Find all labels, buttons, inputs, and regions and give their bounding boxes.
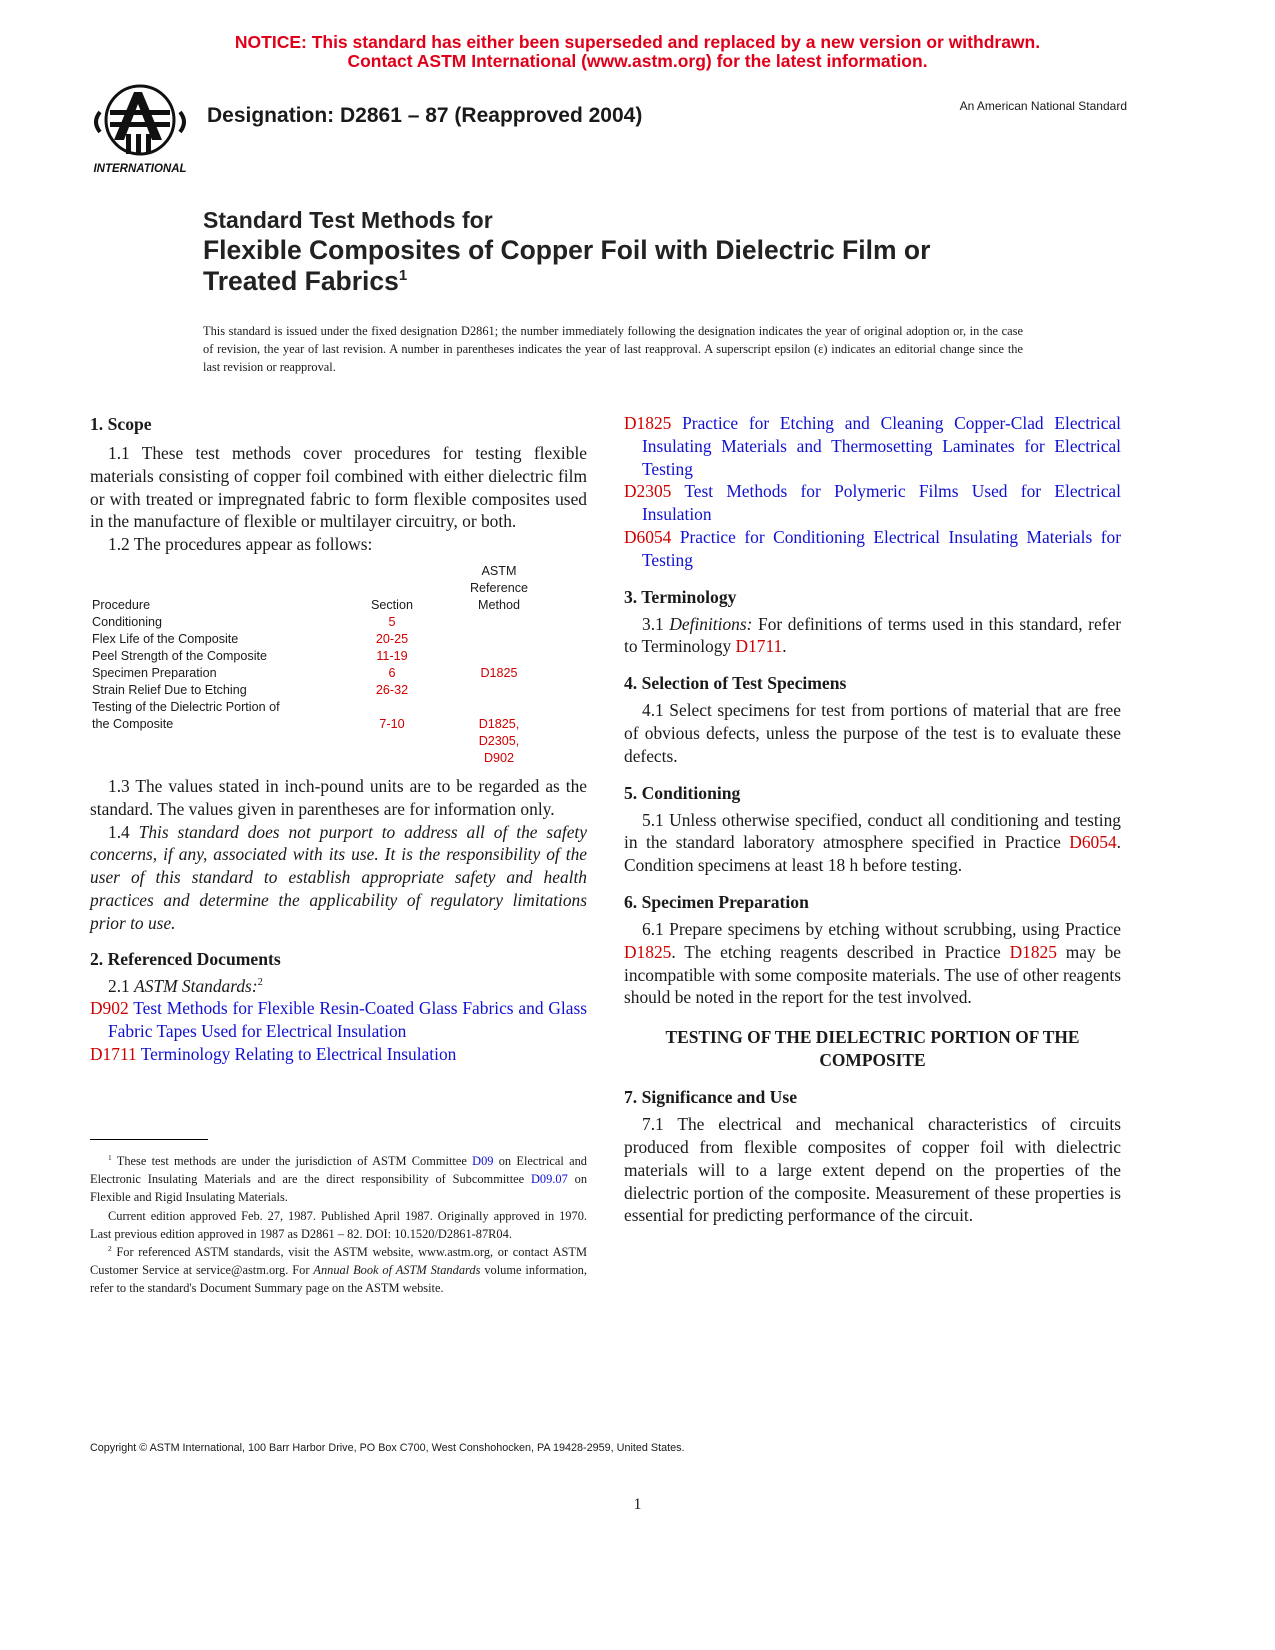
footnotes (90, 1152, 587, 1298)
significance-heading: 7. Significance and Use (624, 1087, 798, 1108)
page-number: 1 (633, 1496, 642, 1513)
table-row (92, 733, 563, 750)
footnote-1: $^1$ These test methods are under the jurisdiction of ASTM Committee D09 on Electrical and Electronic Insulating Materials and are the direct responsibility of Subcommittee D09.07 on Flexible and Rigid Insulating Materials. (90, 1152, 588, 1205)
title-footnote-mark: 1 (398, 267, 408, 285)
method-link[interactable]: D1825, (478, 716, 520, 731)
terminology-heading: 3. Terminology (624, 586, 737, 607)
left-column (90, 412, 587, 1066)
reference-d902[interactable]: D902 Test Methods for Flexible Resin-Coated Glass Fabrics and Glass Fabric Tapes Used for Electrical Insulation (90, 998, 587, 1042)
method-link[interactable]: D2305, (478, 733, 520, 748)
section-link[interactable]: 6 (388, 665, 396, 680)
selection-heading: 4. Selection of Test Specimens (624, 673, 847, 694)
national-standard-label: An American National Standard (959, 99, 1127, 113)
scope-1-4: 1.4 This standard does not purport to address all of the safety concerns, if any, associated with its use. It is the responsibility of the user of this standard to establish appropriate safety and health practices and determine the applicability of regulatory limitations prior to use. (90, 821, 587, 933)
referenced-documents-heading: 2. Referenced Documents (90, 948, 281, 969)
table-header-method: Method (477, 597, 520, 612)
supersession-notice (0, 33, 1275, 71)
conditioning-5-1: 5.1 Unless otherwise specified, conduct all conditioning and testing in the standard laboratory atmosphere specified in Practice D6054. Condition specimens at least 18 h before testing. (624, 809, 1121, 876)
table-row: the Composite 7-10 D1825, (92, 716, 563, 733)
reference-d1711[interactable]: D1711 Terminology Relating to Electrical Insulation (90, 1043, 457, 1064)
table-header-astm: ASTM (481, 563, 517, 578)
reference-d6054[interactable]: D6054 Practice for Conditioning Electrical Insulating Materials for Testing (624, 526, 1121, 570)
section-link[interactable]: 11-19 (376, 648, 408, 663)
specimen-prep-heading: 6. Specimen Preparation (624, 891, 809, 912)
scope-1-3: 1.3 The values stated in inch-pound units are to be regarded as the standard. The values given in parentheses are for information only. (90, 775, 587, 819)
table-row (92, 750, 563, 767)
footnote-divider (90, 1139, 208, 1140)
table-header-reference: Reference (469, 580, 529, 595)
issued-note: This standard is issued under the fixed designation D2861; the number immediately following the designation indicates the year of original adoption or, in the case of revision, the year of last revision. A number in parentheses indicates the year of last reapproval. A superscript epsilon (ε) indicates an editorial change since the last revision or reapproval. (203, 324, 1023, 374)
dielectric-section-heading: TESTING OF THE DIELECTRIC PORTION OF THE COMPOSITE (665, 1027, 1080, 1071)
footnote-1-edition: Current edition approved Feb. 27, 1987. Published April 1987. Originally approved in 1970. Last previous edition approved in 1987 as D2861 – 82. DOI: 10.1520/D2861-87R04. (90, 1208, 587, 1241)
terminology-link[interactable]: D1711 (735, 636, 783, 657)
table-row: Peel Strength of the Composite 11-19 (92, 648, 563, 665)
right-column (624, 412, 1121, 1227)
document-title (203, 205, 930, 297)
copyright: Copyright © ASTM International, 100 Barr Harbor Drive, PO Box C700, West Conshohocken, PA 19428-2959, United States. (90, 1442, 685, 1454)
reference-d2305[interactable]: D2305 Test Methods for Polymeric Films Used for Electrical Insulation (624, 481, 1121, 525)
table-header-section: Section (370, 597, 413, 612)
logo-text: INTERNATIONAL (93, 163, 187, 175)
title-line-2: Flexible Composites of Copper Foil with Dielectric Film or (203, 235, 931, 265)
method-link[interactable]: D1825 (480, 665, 518, 680)
reference-d1825[interactable]: D1825 Practice for Etching and Cleaning Copper-Clad Electrical Insulating Materials and Thermosetting Laminates for Electrical Testing (624, 413, 1121, 479)
title-line-1: Standard Test Methods for (203, 207, 493, 233)
scope-1-2: 1.2 The procedures appear as follows: (108, 534, 373, 555)
subcommittee-link[interactable]: D09.07 (530, 1172, 568, 1187)
section-link[interactable]: 7-10 (379, 716, 405, 731)
table-row: Flex Life of the Composite 20-25 (92, 631, 563, 648)
specimen-prep-6-1: 6.1 Prepare specimens by etching without scrubbing, using Practice D1825. The etching reagents described in Practice D1825 may be incompatible with some composite materials. The use of other reagents should be noted in the report for the test involved. (624, 918, 1121, 1008)
scope-1-1: 1.1 These test methods cover procedures for testing flexible materials consisting of copper foil combined with either dielectric film or with treated or impregnated fabric to form flexible composites used in the manufacture of flexible or multilayer circuitry, or both. (90, 443, 587, 532)
section-link[interactable]: 26-32 (375, 682, 409, 697)
terminology-3-1: 3.1 Definitions: For definitions of terms used in this standard, refer to Terminology D1711. (624, 613, 1121, 657)
table-header-procedure: Procedure (92, 597, 151, 612)
astm-logo (90, 82, 190, 176)
conditioning-heading: 5. Conditioning (624, 782, 741, 803)
section-link[interactable]: 5 (388, 614, 396, 629)
committee-link[interactable]: D09 (472, 1154, 494, 1168)
practice-link[interactable]: D1825 (1009, 941, 1057, 962)
astm-logo-icon (90, 82, 190, 176)
notice-line-2: Contact ASTM International (www.astm.org) for the latest information. (347, 51, 928, 71)
section-link[interactable]: 20-25 (375, 631, 409, 646)
practice-link[interactable]: D1825 (624, 941, 672, 962)
designation: Designation: D2861 – 87 (Reapproved 2004) (207, 104, 643, 127)
footnote-2: $^2$ For referenced ASTM standards, visit the ASTM website, www.astm.org, or contact ASTM Customer Service at service@astm.org. For Annual Book of ASTM Standards volume information, refer to the standard's Document Summary page on the ASTM website. (90, 1243, 587, 1296)
notice-line-1: NOTICE: This standard has either been superseded and replaced by a new version or withdrawn. (234, 32, 1041, 52)
significance-7-1: 7.1 The electrical and mechanical characteristics of circuits produced from flexible composites of copper foil with dielectric materials will to a large extent depend on the properties of the dielectric portion of the composite. Measurement of these properties is essential for predicting performance of the circuit. (624, 1114, 1121, 1226)
table-row: Strain Relief Due to Etching 26-32 (92, 682, 563, 699)
astm-standards-label: 2.1 ASTM Standards:$^2$ (108, 975, 263, 996)
scope-heading: 1. Scope (90, 414, 152, 434)
table-row: Testing of the Dielectric Portion of (92, 699, 280, 714)
table-row: Conditioning 5 (92, 614, 563, 631)
method-link[interactable]: D902 (483, 750, 515, 765)
procedures-table (92, 563, 563, 767)
selection-4-1: 4.1 Select specimens for test from portions of material that are free of obvious defects, unless the purpose of the test is to evaluate these defects. (624, 700, 1121, 766)
title-line-3: Treated Fabrics$^1$ (203, 266, 408, 296)
conditioning-link[interactable]: D6054 (1069, 832, 1117, 853)
table-row: Specimen Preparation 6 D1825 (92, 665, 563, 682)
